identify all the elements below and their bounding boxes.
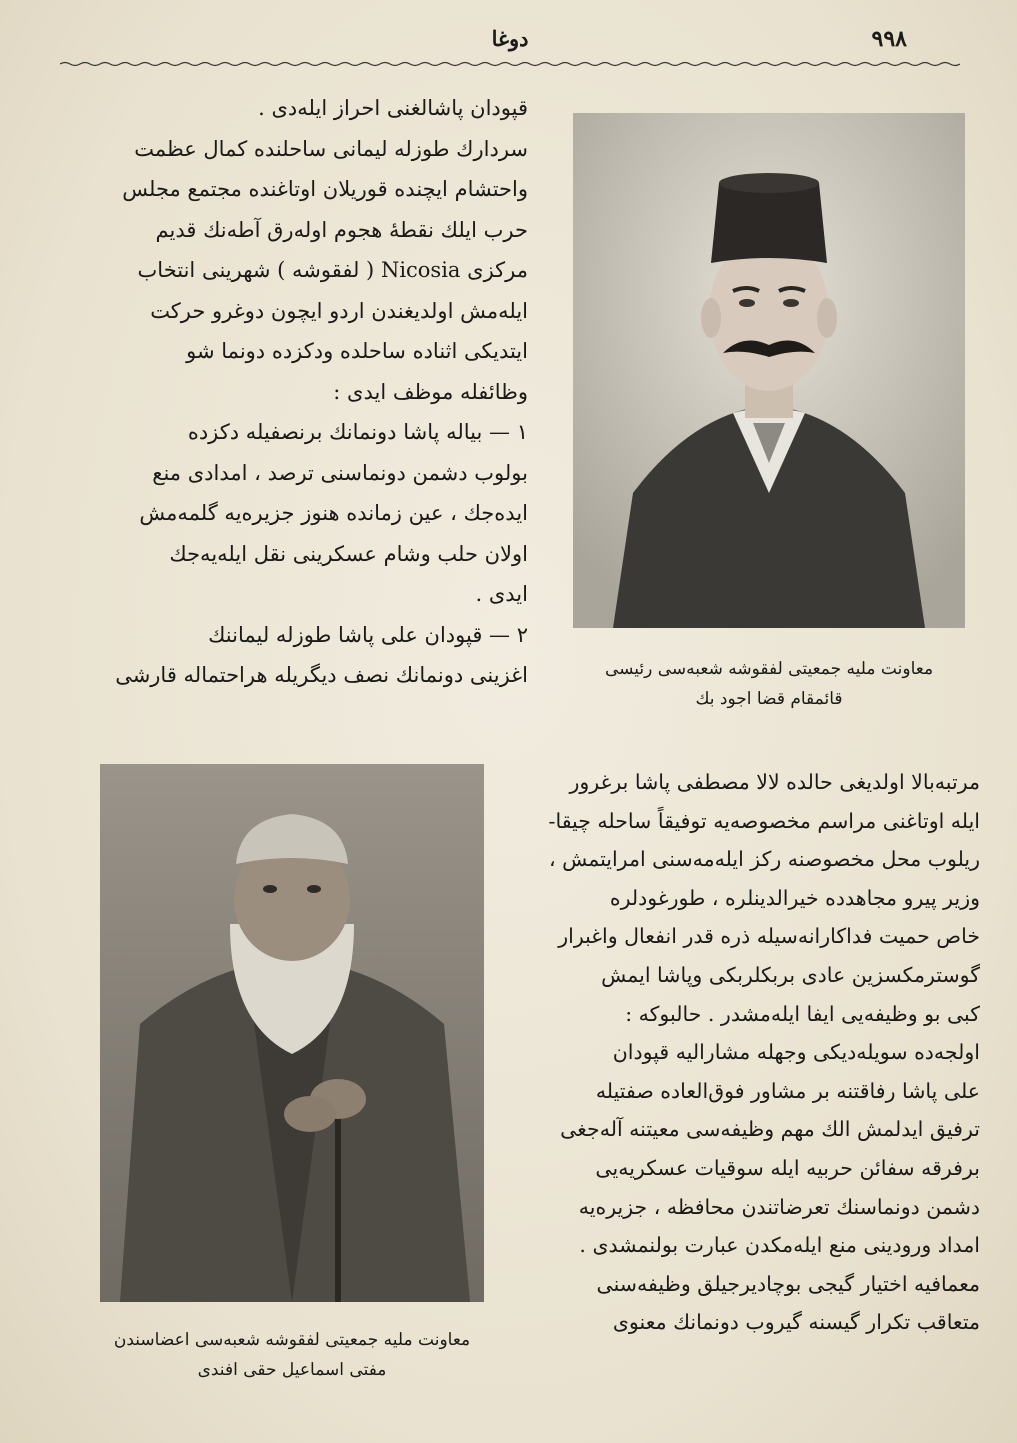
text-line: وزیر پیرو مجاهدده خیرالدینلره ، طورغودلره — [609, 885, 980, 910]
portrait-photo-mufti-ismail-hakki — [100, 764, 484, 1302]
right-column-text — [548, 763, 980, 1342]
caption-line: معاونت ملیه جمعیتی لفقوشه شعبه‌سی رئیسی — [604, 659, 934, 679]
text-line: ایله‌مش اولدیغندن اردو ایچون دوغرو حرکت — [150, 298, 528, 323]
text-line: امداد ورودینی منع ایله‌مکدن عبارت بولنمشدی . — [579, 1233, 980, 1258]
text-line: اولجه‌ده سویله‌دیکی وجهله مشارالیه قپودان — [612, 1040, 980, 1065]
text-line: کبی بو وظیفه‌یی ایفا ایله‌مشدر . حالبوکه : — [625, 1001, 980, 1026]
left-column-text — [88, 88, 528, 696]
text-line: ایله اوتاغنی مراسم مخصوصه‌یه توفیقاً ساحله چیقا- — [548, 808, 980, 833]
text-line: سردارك طوزله لیمانی ساحلنده کمال عظمت — [134, 136, 528, 161]
text-line: معمافیه اختیار گیجی بوچادیرجیلق وظیفه‌سنی — [596, 1271, 980, 1296]
text-line: علی پاشا رفاقتنه بر مشاور فوق‌العاده صفتیله — [595, 1078, 980, 1103]
text-line: برفرقه سفائن حربیه ایله سوقیات عسکریه‌یی — [595, 1155, 980, 1180]
text-line: ریلوب محل مخصوصنه رکز ایله‌مه‌سنی امرایتمش ، — [548, 847, 980, 872]
caption-bottom-photo — [100, 1325, 484, 1385]
text-line: ایدی . — [475, 582, 528, 606]
text-line: ترفیق ایدلمش الك مهم وظیفه‌سی معیتنه آله‌جغی — [560, 1117, 980, 1142]
text-line: مرکزی Nicosia ( لفقوشه ) شهرینی انتخاب — [137, 258, 528, 282]
text-line: واحتشام ایچنده قوریلان اوتاغنده مجتمع مجلس — [122, 177, 528, 201]
caption-top-photo — [573, 654, 965, 714]
text-line: متعاقب تکرار گیسنه گیروب دونمانك معنوی — [612, 1310, 980, 1335]
page-number: ٩٩٨ — [871, 26, 907, 52]
text-line: مرتبه‌بالا اولدیغی حالده لالا مصطفی پاشا برغرور — [569, 770, 980, 794]
caption-line: قائمقام قضا اجود بك — [695, 689, 843, 709]
text-line: ایده‌جك ، عین زمانده هنوز جزیره‌یه گلمه‌مش — [139, 501, 528, 525]
text-line: وظائفله موظف ایدی : — [333, 379, 528, 404]
text-line: اغزینی دونمانك نصف دیگریله هراحتماله قارشی — [115, 663, 528, 687]
text-line: ٢ — قپودان علی پاشا طوزله لیماننك — [208, 622, 528, 647]
text-line: ١ — بیاله پاشا دونمانك برنصفیله دکزده — [187, 420, 528, 444]
text-line: حرب ایلك نقطهٔ هجوم اوله‌رق آطه‌نك قدیم — [155, 217, 528, 242]
running-title: دوغا — [491, 26, 529, 51]
portrait-illustration — [100, 764, 484, 1302]
text-line: اولان حلب وشام عسکرینی نقل ایله‌یه‌جك — [169, 541, 528, 566]
portrait-illustration — [573, 113, 965, 628]
text-line: بولوب دشمن دونماسنی ترصد ، امدادی منع — [152, 460, 528, 485]
text-line: خاص حمیت فداکارانه‌سیله ذره قدر انفعال واغبرار — [558, 924, 980, 949]
text-line: دشمن دونماسنك تعرضاتندن محافظه ، جزیره‌یه — [578, 1194, 980, 1219]
portrait-photo-ecvet-bey — [573, 113, 965, 628]
text-line: قپودان پاشالغنی احراز ایله‌دی . — [258, 96, 528, 120]
caption-line: مفتی اسماعیل حقی افندی — [197, 1360, 387, 1380]
text-line: گوسترمکسزین عادی بربکلربکی وپاشا ایمش — [601, 962, 980, 987]
caption-line: معاونت ملیه جمعیتی لفقوشه شعبه‌سی اعضاسندن — [113, 1330, 471, 1350]
text-line: ایتدیکی اثناده ساحلده ودکزده دونما شو — [186, 339, 528, 363]
header-rule — [60, 60, 960, 68]
